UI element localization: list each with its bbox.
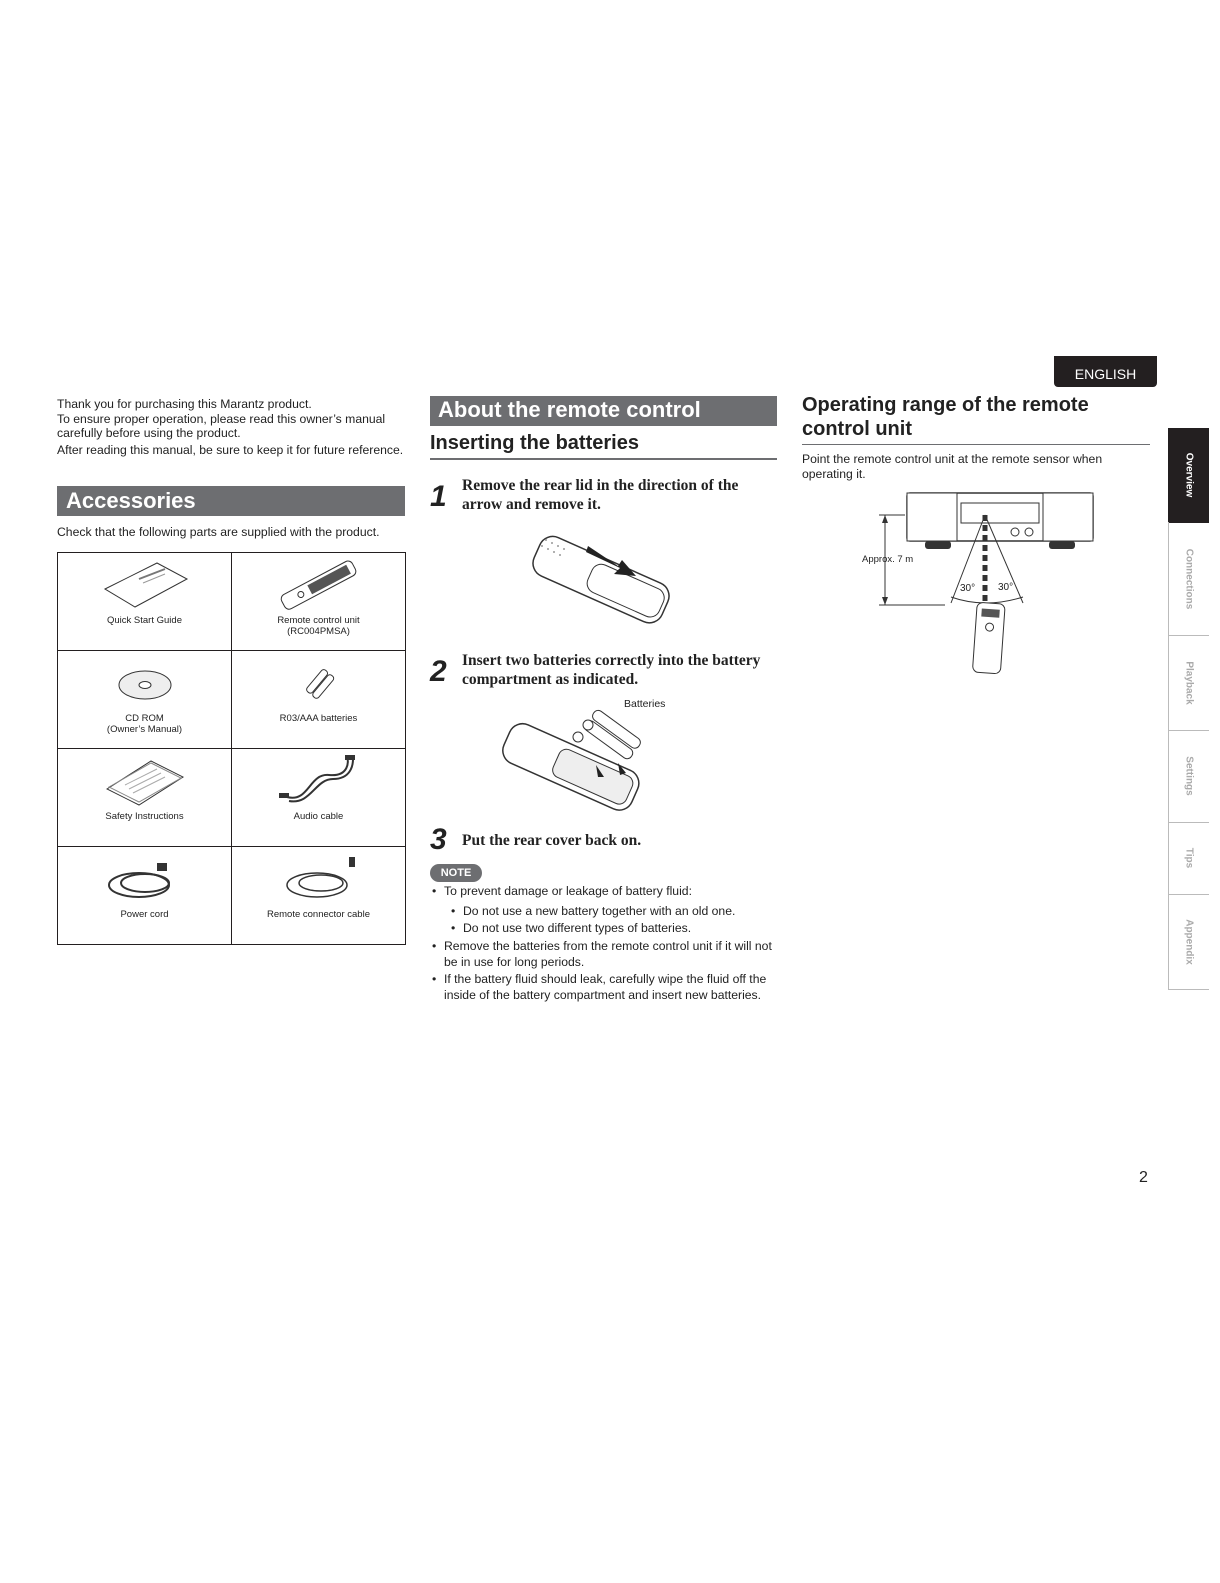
tab-overview[interactable]: Overview xyxy=(1168,428,1209,523)
remote-connector-cable-illustration xyxy=(269,851,369,907)
accessory-cell xyxy=(232,749,406,847)
accessory-cell xyxy=(58,651,232,749)
accessories-intro: Check that the following parts are supplied with the product. xyxy=(57,525,380,539)
cd-rom-illustration xyxy=(95,655,195,711)
angle-right-label: 30° xyxy=(998,582,1014,593)
distance-label: Approx. 7 m xyxy=(862,554,914,565)
accessory-label: Audio cable xyxy=(293,811,344,822)
step-number: 1 xyxy=(430,480,447,513)
operating-range-title: Operating range of the remote control unit xyxy=(802,393,1150,445)
accessory-label: R03/AAA batteries xyxy=(279,713,358,724)
quick-start-guide-illustration xyxy=(95,557,195,613)
batteries-label: Batteries xyxy=(624,698,666,710)
tab-tips[interactable]: Tips xyxy=(1168,822,1209,895)
safety-instructions-illustration xyxy=(95,753,195,809)
tab-connections[interactable]: Connections xyxy=(1168,522,1209,636)
accessory-label: Safety Instructions xyxy=(105,811,184,822)
angle-left-label: 30° xyxy=(960,583,976,594)
note-item: • Do not use two different types of batteries. xyxy=(463,921,773,937)
intro-line: After reading this manual, be sure to keep it for future reference. xyxy=(57,442,404,457)
remove-lid-illustration xyxy=(528,520,673,635)
note-item: • If the battery fluid should leak, carefully wipe the fluid off the inside of the battery compartment and insert new batteries. xyxy=(444,972,774,1003)
remote-control-illustration xyxy=(269,557,369,615)
accessory-cell xyxy=(58,553,232,651)
note-item: • Remove the batteries from the remote control unit if it will not be in use for long periods. xyxy=(444,939,774,970)
accessory-label: Quick Start Guide xyxy=(107,615,182,626)
step-text: Remove the rear lid in the direction of the arrow and remove it. xyxy=(462,477,739,513)
tab-appendix[interactable]: Appendix xyxy=(1168,894,1209,990)
intro-line: Thank you for purchasing this Marantz product. xyxy=(57,397,312,411)
operating-range-text: Point the remote control unit at the remote sensor when operating it. xyxy=(802,452,1103,481)
tab-settings[interactable]: Settings xyxy=(1168,730,1209,823)
language-badge: ENGLISH xyxy=(1054,356,1157,387)
audio-cable-illustration xyxy=(269,753,369,809)
step-number: 2 xyxy=(430,655,447,688)
page-number: 2 xyxy=(1139,1169,1148,1186)
step-number: 3 xyxy=(430,823,447,856)
power-cord-illustration xyxy=(95,851,195,907)
accessory-label: Remote control unit (RC004PMSA) xyxy=(277,615,360,637)
accessory-label: Power cord xyxy=(120,909,169,920)
tab-playback[interactable]: Playback xyxy=(1168,635,1209,731)
accessories-table xyxy=(57,552,406,945)
step-text: Insert two batteries correctly into the battery compartment as indicated. xyxy=(462,652,761,688)
accessory-label: Remote connector cable xyxy=(267,909,370,920)
insert-batteries-illustration xyxy=(500,705,650,815)
accessory-cell xyxy=(58,749,232,847)
note-item: • Do not use a new battery together with an old one. xyxy=(463,904,773,920)
accessory-cell xyxy=(232,847,406,945)
step-text: Put the rear cover back on. xyxy=(462,832,642,849)
remote-control-title: About the remote control xyxy=(430,396,777,426)
intro-text xyxy=(57,397,409,457)
batteries-illustration xyxy=(269,655,369,711)
accessories-title: Accessories xyxy=(57,486,405,516)
intro-line: To ensure proper operation, please read this owner’s manual carefully before using the product. xyxy=(57,411,386,440)
accessory-label: CD ROM (Owner’s Manual) xyxy=(106,713,183,735)
accessory-cell xyxy=(232,651,406,749)
note-item: • To prevent damage or leakage of battery fluid: xyxy=(444,884,774,900)
accessory-cell xyxy=(58,847,232,945)
note-badge: NOTE xyxy=(430,864,482,882)
accessory-cell xyxy=(232,553,406,651)
inserting-batteries-heading: Inserting the batteries xyxy=(430,432,777,460)
